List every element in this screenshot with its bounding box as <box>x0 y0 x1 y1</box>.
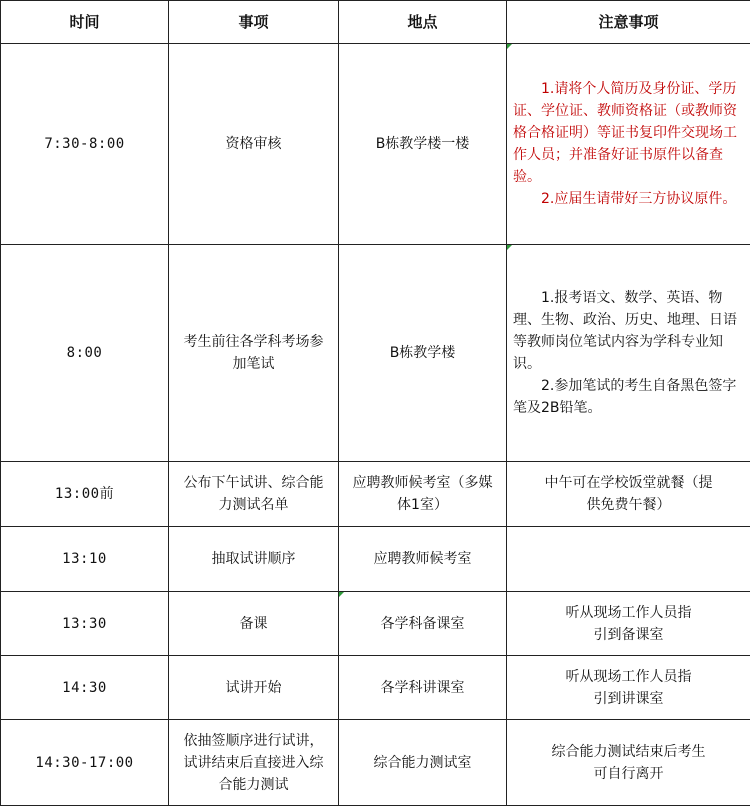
place-text: B栋教学楼 <box>389 345 456 361</box>
place-text: 应聘教师候考室（多媒体1室） <box>352 475 493 513</box>
header-time: 时间 <box>1 1 169 44</box>
item-cell <box>169 720 339 806</box>
time-cell: 8:00 <box>1 245 169 462</box>
notes-cell <box>507 720 750 806</box>
item-text: 依抽签顺序进行试讲，试讲结束后直接进入综合能力测试 <box>183 732 324 793</box>
note-line: 听从现场工作人员指引到备课室 <box>565 604 692 643</box>
header-item: 事项 <box>169 1 339 44</box>
table-row <box>1 245 750 462</box>
place-cell <box>339 245 507 462</box>
item-cell: 试讲开始 <box>169 656 339 720</box>
header-row <box>1 1 750 44</box>
place-cell <box>339 44 507 245</box>
notes-cell <box>507 462 750 527</box>
note-line: 听从现场工作人员指引到讲课室 <box>565 668 692 707</box>
time-cell: 7:30-8:00 <box>1 44 169 245</box>
comment-marker-icon <box>507 44 512 49</box>
table-row <box>1 656 750 720</box>
header-notes: 注意事项 <box>507 1 750 44</box>
header-place: 地点 <box>339 1 507 44</box>
note-line: 1.请将个人简历及身份证、学历证、学位证、教师资格证（或教师资格合格证明）等证书复印件交现场工作人员；并准备好证书原件以备查验。 <box>513 81 737 185</box>
place-cell: 应聘教师候考室 <box>339 527 507 592</box>
time-cell: 13:30 <box>1 592 169 656</box>
notes-cell <box>507 592 750 656</box>
place-text: 各学科备课室 <box>380 615 465 632</box>
comment-marker-icon <box>507 245 512 250</box>
item-cell <box>169 245 339 462</box>
place-cell <box>339 592 507 656</box>
place-cell: 综合能力测试室 <box>339 720 507 806</box>
time-cell: 14:30-17:00 <box>1 720 169 806</box>
item-cell <box>169 44 339 245</box>
place-cell: 各学科讲课室 <box>339 656 507 720</box>
item-cell: 备课 <box>169 592 339 656</box>
table-row <box>1 44 750 245</box>
notes-cell <box>507 527 750 592</box>
note-line: 2.参加笔试的考生自备黑色签字笔及2B铅笔。 <box>513 378 737 416</box>
note-line: 1.报考语文、数学、英语、物理、生物、政治、历史、地理、日语等教师岗位笔试内容为学科专业知识。 <box>513 290 737 372</box>
table-row <box>1 462 750 527</box>
time-cell: 13:10 <box>1 527 169 592</box>
table-row <box>1 527 750 592</box>
item-cell <box>169 462 339 527</box>
note-line: 中午可在学校饭堂就餐（提供免费午餐） <box>544 475 713 513</box>
notes-cell <box>507 245 750 462</box>
place-cell <box>339 462 507 527</box>
notes-cell <box>507 44 750 245</box>
note-line: 综合能力测试结束后考生可自行离开 <box>551 743 706 782</box>
item-cell: 抽取试讲顺序 <box>169 527 339 592</box>
item-text: 公布下午试讲、综合能力测试名单 <box>183 475 324 513</box>
time-cell: 13:00前 <box>1 462 169 527</box>
table-row <box>1 592 750 656</box>
place-text: B栋教学楼一楼 <box>375 136 470 152</box>
note-line: 2.应届生请带好三方协议原件。 <box>541 191 737 207</box>
notes-cell <box>507 656 750 720</box>
time-cell: 14:30 <box>1 656 169 720</box>
item-text: 考生前往各学科考场参加笔试 <box>183 334 324 372</box>
table-row <box>1 720 750 806</box>
item-text: 资格审核 <box>225 136 282 152</box>
comment-marker-icon <box>339 592 344 597</box>
